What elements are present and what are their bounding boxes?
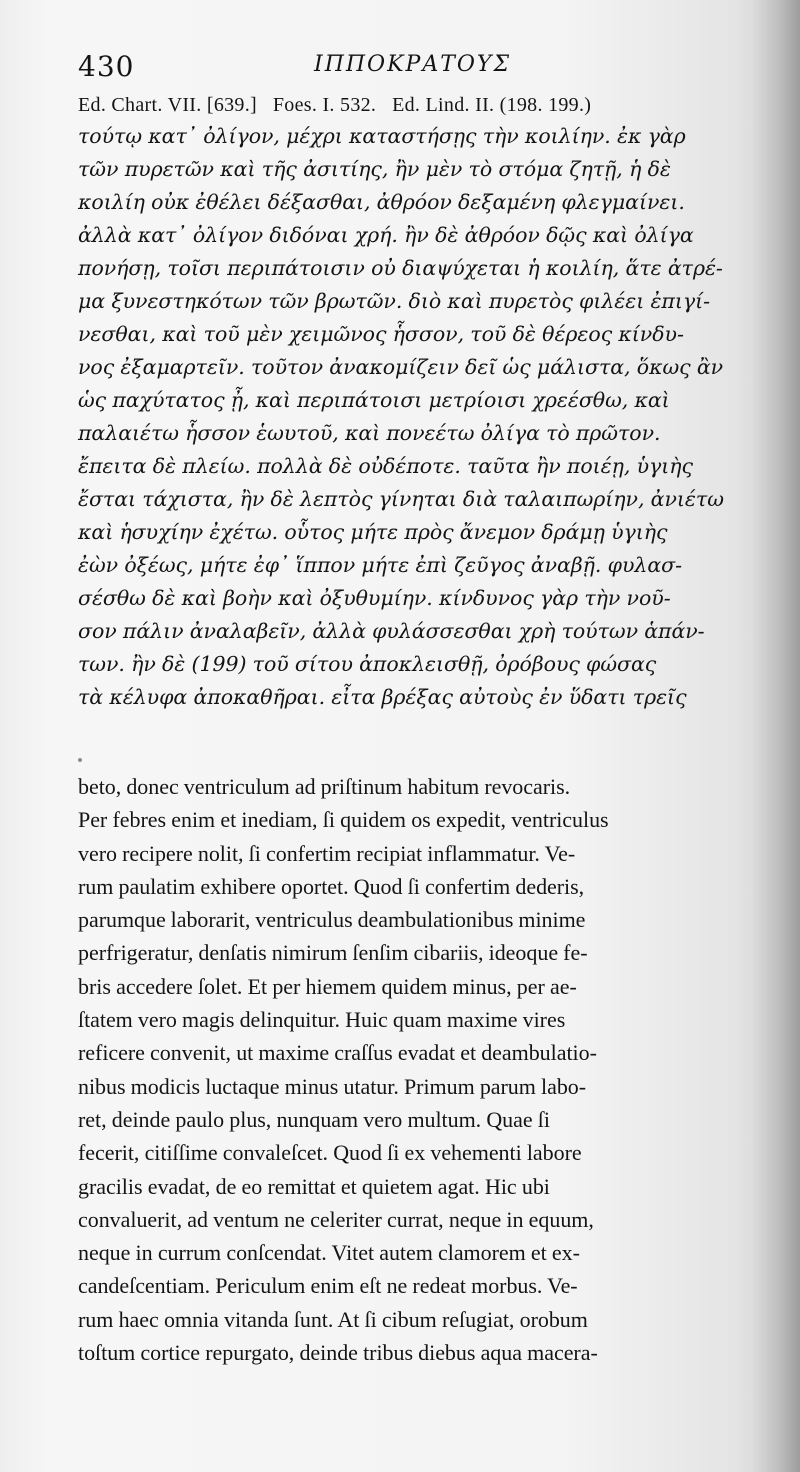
latin-text-line: reficere convenit, ut maxime craſſus evadat et deambulatio- [78,1040,597,1066]
latin-text-line: gracilis evadat, de eo remittat et quietem agat. Hic ubi [78,1173,550,1199]
edition-references: Ed. Chart. VII. [639.] Foes. I. 532. Ed. Lind. II. (198. 199.) [78,94,592,116]
greek-text-line: σέσθω δὲ καὶ βοὴν καὶ ὀξυθυμίην. κίνδυνος γὰρ τὴν νοῦ- [78,586,671,610]
greek-text-line: ἐὼν ὀξέως, μήτε ἐφ᾽ ἵππον μήτε ἐπὶ ζεῦγος ἀναβῇ. φυλασ- [78,553,682,577]
greek-text-line: νος ἐξαμαρτεῖν. τοῦτον ἀνακομίζειν δεῖ ὡς μάλιστα, ὅκως ἂν [78,355,724,379]
greek-text-line: καὶ ἡσυχίην ἐχέτω. οὗτος μήτε πρὸς ἄνεμον δράμῃ ὑγιὴς [78,520,668,544]
greek-text-line: παλαιέτω ἧσσον ἑωυτοῦ, καὶ πονεέτω ὀλίγα τὸ πρῶτον. [78,421,661,445]
greek-text-line: των. ἢν δὲ (199) τοῦ σίτου ἀποκλεισθῇ, ὀρόβους φώσας [78,652,657,676]
greek-text-line: νεσθαι, καὶ τοῦ μὲν χειμῶνος ἧσσον, τοῦ δὲ θέρεος κίνδυ- [78,322,684,346]
greek-text-line: μα ξυνεστηκότων τῶν βρωτῶν. διὸ καὶ πυρετὸς φιλέει ἐπιγί- [78,289,710,313]
greek-text-line: τούτῳ κατ᾽ ὀλίγον, μέχρι καταστήσῃς τὴν κοιλίην. ἐκ γὰρ [78,124,686,148]
greek-text-line: κοιλίη οὐκ ἐθέλει δέξασθαι, ἀθρόον δεξαμένη φλεγμαίνει. [78,190,685,214]
latin-text-line: rum haec omnia vitanda ſunt. At ſi cibum reſugiat, orobum [78,1306,588,1332]
latin-text-line: convaluerit, ad ventum ne celeriter currat, neque in equum, [78,1206,594,1232]
latin-text-line: parumque laborarit, ventriculus deambulationibus minime [78,907,586,933]
running-title: ΙΠΠΟΚΡΑΤΟΥΣ [314,52,512,77]
latin-text-line: vero recipere nolit, ſi confertim recipiat inflammatur. Ve- [78,840,576,866]
greek-text-line: ἔσται τάχιστα, ἢν δὲ λεπτὸς γίνηται διὰ ταλαιπωρίην, ἀνιέτω [78,487,724,511]
greek-text-line: ἔπειτα δὲ πλείω. πολλὰ δὲ οὐδέποτε. ταῦτα ἢν ποιέῃ, ὑγιὴς [78,454,693,478]
latin-text-line: perfrigeratur, denſatis nimirum ſenſim cibariis, ideoque fe- [78,940,588,966]
greek-text-line: τῶν πυρετῶν καὶ τῆς ἀσιτίης, ἢν μὲν τὸ στόμα ζητῇ, ἡ δὲ [78,157,671,181]
latin-text-line: neque in currum conſcendat. Vitet autem clamorem et ex- [78,1240,580,1266]
latin-text-line: ſtatem vero magis delinquitur. Huic quam maxime vires [78,1007,566,1033]
section-mark [78,758,82,762]
greek-text-line: ἀλλὰ κατ᾽ ὀλίγον διδόναι χρή. ἢν δὲ ἀθρόον δῷς καὶ ὀλίγα [78,223,694,247]
greek-text-line: πονήσῃ, τοῖσι περιπάτοισιν οὐ διαψύχεται ἡ κοιλίη, ἅτε ἀτρέ- [78,256,723,280]
latin-text-line: ret, deinde paulo plus, nunquam vero multum. Quae ſi [78,1106,550,1132]
latin-text-line: rum paulatim exhibere oportet. Quod ſi confertim dederis, [78,873,585,899]
latin-translation-block [78,770,768,1369]
greek-text-line: ὡς παχύτατος ᾖ, καὶ περιπάτοισι μετρίοισι χρεέσθω, καὶ [78,388,670,412]
latin-text-line: Per febres enim et inediam, ſi quidem os expedit, ventriculus [78,807,609,833]
latin-text-line: fecerit, citiſſime convaleſcet. Quod ſi ex vehementi labore [78,1140,582,1166]
greek-text-line: σον πάλιν ἀναλαβεῖν, ἀλλὰ φυλάσσεσθαι χρὴ τούτων ἁπάν- [78,619,705,643]
latin-text-line: nibus modicis luctaque minus utatur. Primum parum labo- [78,1073,587,1099]
latin-text-line: bris accedere ſolet. Et per hiemem quidem minus, per ae- [78,973,577,999]
latin-text-line: candeſcentiam. Periculum enim eſt ne redeat morbus. Ve- [78,1273,578,1299]
latin-text-line: toſtum cortice repurgato, deinde tribus diebus aqua macera- [78,1340,598,1366]
page-number: 430 [78,50,135,83]
latin-text-line: beto, donec ventriculum ad priſtinum habitum revocaris. [78,774,571,799]
greek-text-block [78,120,768,714]
greek-text-line: τὰ κέλυφα ἀποκαθῆραι. εἶτα βρέξας αὐτοὺς ἐν ὕδατι τρεῖς [78,685,687,709]
